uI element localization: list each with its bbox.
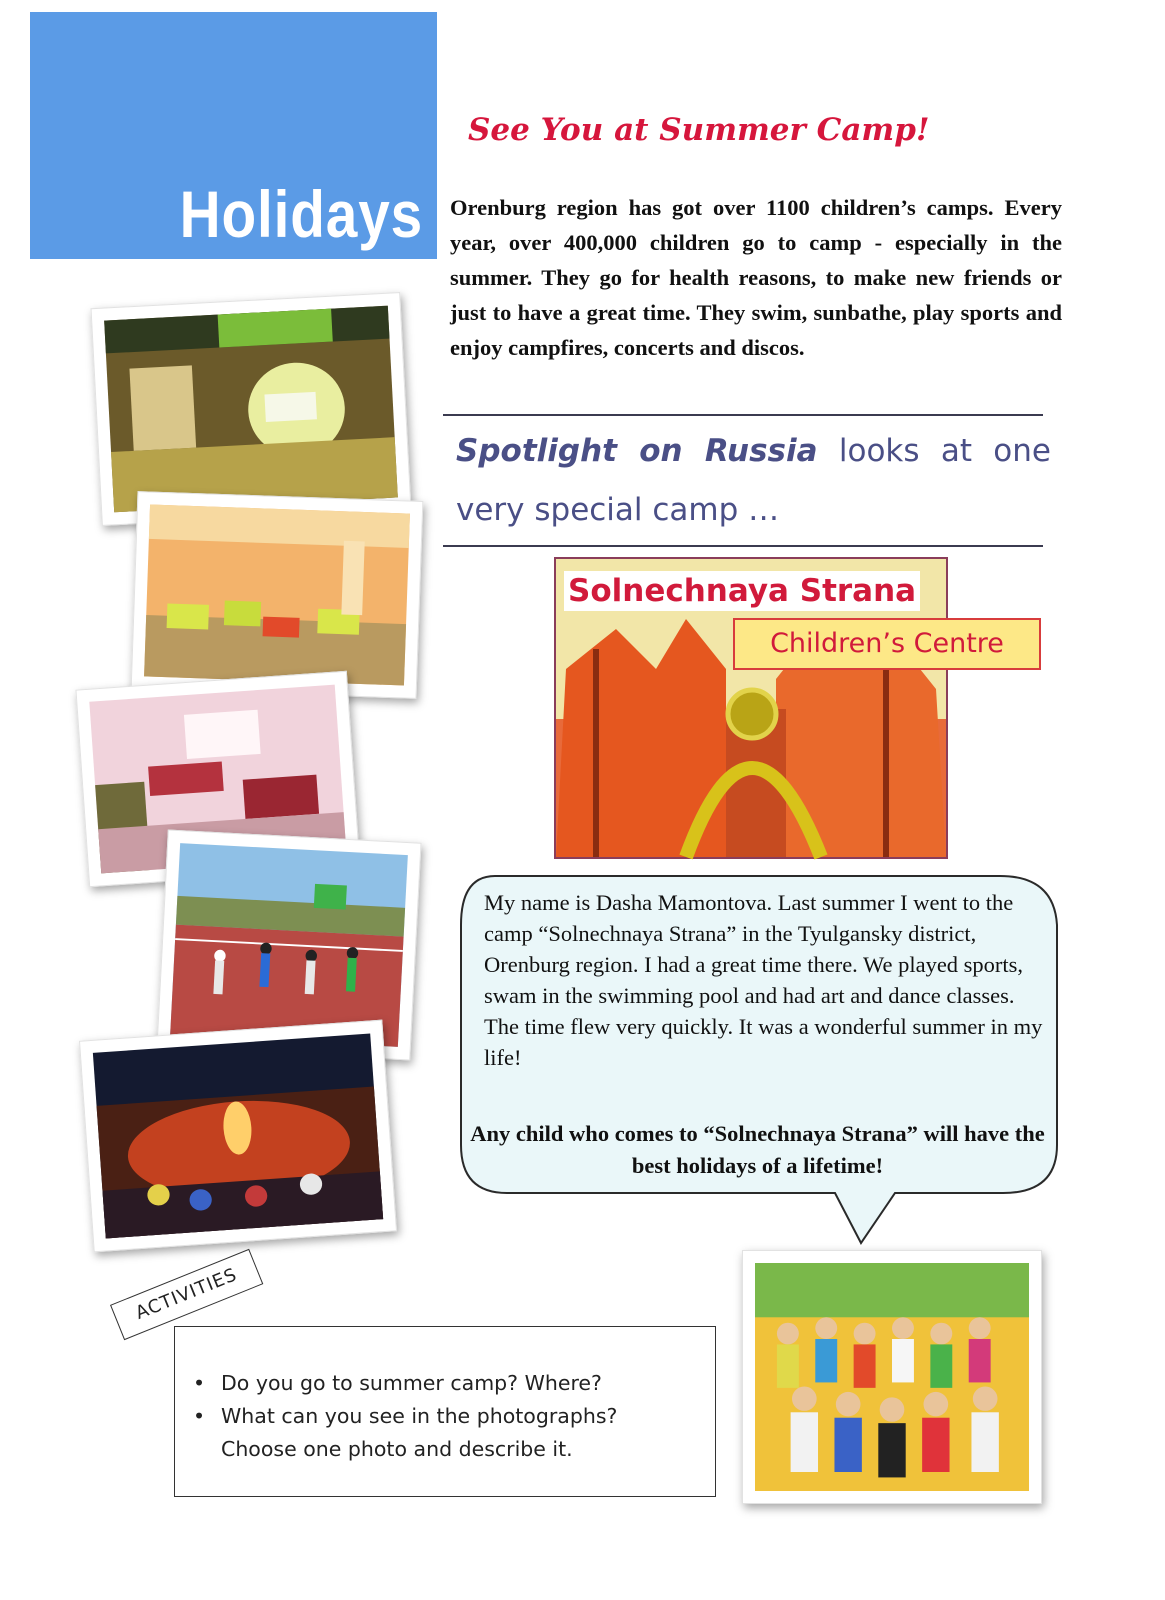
section-banner bbox=[30, 12, 437, 259]
activities-list bbox=[191, 1367, 705, 1466]
spotlight-text bbox=[456, 422, 1051, 540]
divider-top bbox=[443, 414, 1043, 416]
activity-item: • What can you see in the photographs? Choose one photo and describe it. bbox=[191, 1400, 705, 1466]
speech-bubble-text: My name is Dasha Mamontova. Last summer I went to the camp “Solnechnaya Strana” in the Tyulgansky district, Orenburg region. I had a great time there. We played sports, swam in the swimming pool and had art and dance classes. The time flew very quickly. It was a wonderful summer in my life! bbox=[484, 890, 1043, 1070]
activities-tag: ACTIVITIES bbox=[110, 1249, 263, 1340]
spotlight-emphasis: Spotlight on Russia bbox=[456, 433, 818, 469]
activities-box bbox=[174, 1326, 716, 1497]
camp-subtitle: Children’s Centre bbox=[733, 618, 1041, 670]
section-title: Holidays bbox=[179, 177, 423, 251]
photo-lounge bbox=[131, 491, 424, 699]
photo-campfire bbox=[79, 1020, 397, 1253]
photo-group-children bbox=[742, 1250, 1042, 1504]
spotlight-rest: looks at one very special camp … bbox=[456, 433, 1051, 528]
camp-name: Solnechnaya Strana bbox=[564, 571, 920, 611]
speech-bubble-quote: Any child who comes to “Solnechnaya Strana” will have the best holidays of a lifetime! bbox=[470, 1121, 1045, 1178]
article-intro: Orenburg region has got over 1100 children’s camps. Every year, over 400,000 children go to camp - especially in the summer. They go for health reasons, to make new friends or just to have a great time. They swim, sunbathe, play sports and enjoy campfires, concerts and discos. bbox=[450, 195, 1062, 360]
article-headline: See You at Summer Camp! bbox=[468, 112, 930, 148]
activity-item: • Do you go to summer camp? Where? bbox=[191, 1367, 705, 1400]
divider-bottom bbox=[443, 545, 1043, 547]
camp-logo bbox=[554, 557, 1004, 859]
